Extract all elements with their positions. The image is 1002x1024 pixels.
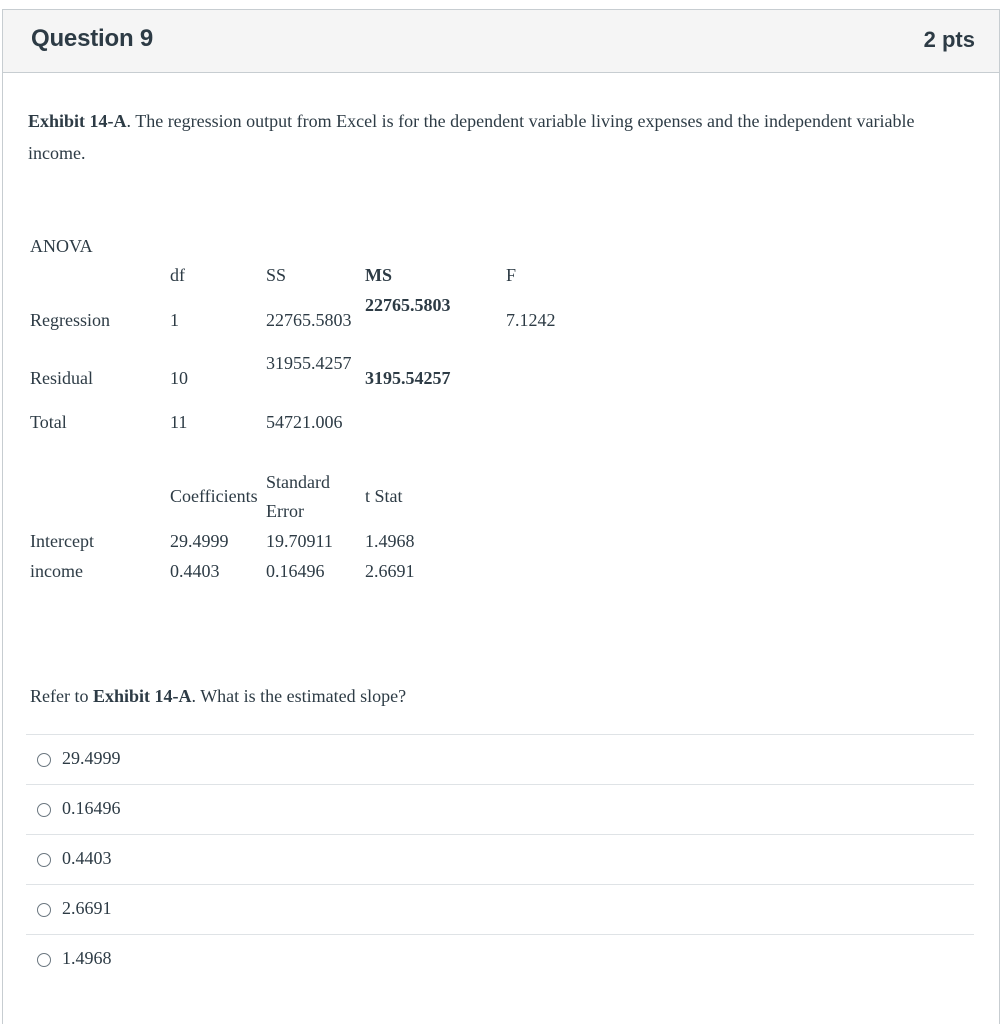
answer-option[interactable] — [26, 784, 974, 834]
anova-header-f: F — [506, 265, 517, 285]
question-title: Question 9 — [31, 25, 154, 52]
coef-header-coefficients: Coefficients — [170, 486, 258, 506]
coef-header-se-line1: Standard — [266, 472, 330, 492]
anova-header-df: df — [170, 265, 185, 285]
anova-row-label: Total — [30, 412, 67, 432]
anova-row-label: Regression — [30, 310, 110, 330]
anova-cell-df: 1 — [170, 310, 179, 330]
coef-cell-coefficient: 0.4403 — [170, 561, 220, 581]
anova-cell-ss: 31955.4257 — [266, 353, 352, 373]
answer-option[interactable] — [26, 734, 974, 784]
question-prompt — [30, 686, 406, 707]
answer-label[interactable]: 2.6691 — [62, 898, 112, 918]
coef-cell-standard-error: 19.70911 — [266, 531, 333, 551]
question-header — [3, 10, 999, 73]
prompt-after: . What is the estimated slope? — [191, 686, 407, 706]
answer-option[interactable] — [26, 934, 974, 984]
answer-option[interactable] — [26, 834, 974, 884]
coef-cell-tstat: 1.4968 — [365, 531, 415, 551]
intro-text: . The regression output from Excel is for the dependent variable living expenses and the independent variable income. — [28, 111, 915, 163]
radio-button[interactable] — [37, 853, 51, 867]
anova-row-label: Residual — [30, 368, 93, 388]
question-points: 2 pts — [923, 27, 975, 52]
coef-cell-standard-error: 0.16496 — [266, 561, 325, 581]
radio-button[interactable] — [37, 803, 51, 817]
anova-cell-ss: 54721.006 — [266, 412, 343, 432]
radio-button[interactable] — [37, 953, 51, 967]
answer-label[interactable]: 1.4968 — [62, 948, 112, 968]
anova-header-ss: SS — [266, 265, 287, 285]
answer-label[interactable]: 29.4999 — [62, 748, 121, 768]
coef-row-label: Intercept — [30, 531, 94, 551]
anova-cell-ss: 22765.5803 — [266, 310, 352, 330]
coef-header-se-line2: Error — [266, 501, 304, 521]
anova-cell-ms: 3195.54257 — [365, 368, 451, 388]
answer-label[interactable]: 0.4403 — [62, 848, 112, 868]
coef-cell-tstat: 2.6691 — [365, 561, 415, 581]
anova-cell-df: 10 — [170, 368, 188, 388]
anova-cell-f: 7.1242 — [506, 310, 556, 330]
answer-list — [26, 734, 974, 984]
question-intro — [28, 105, 948, 169]
radio-button[interactable] — [37, 903, 51, 917]
prompt-before: Refer to — [30, 686, 93, 706]
anova-cell-ms: 22765.5803 — [365, 295, 451, 315]
intro-exhibit-label: Exhibit 14-A — [28, 111, 127, 131]
coef-row-label: income — [30, 561, 83, 581]
answer-label[interactable]: 0.16496 — [62, 798, 121, 818]
radio-button[interactable] — [37, 753, 51, 767]
anova-header-ms: MS — [365, 265, 392, 285]
answer-option[interactable] — [26, 884, 974, 934]
coef-header-tstat: t Stat — [365, 486, 403, 506]
coef-cell-coefficient: 29.4999 — [170, 531, 229, 551]
anova-cell-df: 11 — [170, 412, 188, 432]
prompt-exhibit-label: Exhibit 14-A — [92, 686, 192, 706]
anova-label: ANOVA — [30, 236, 93, 256]
